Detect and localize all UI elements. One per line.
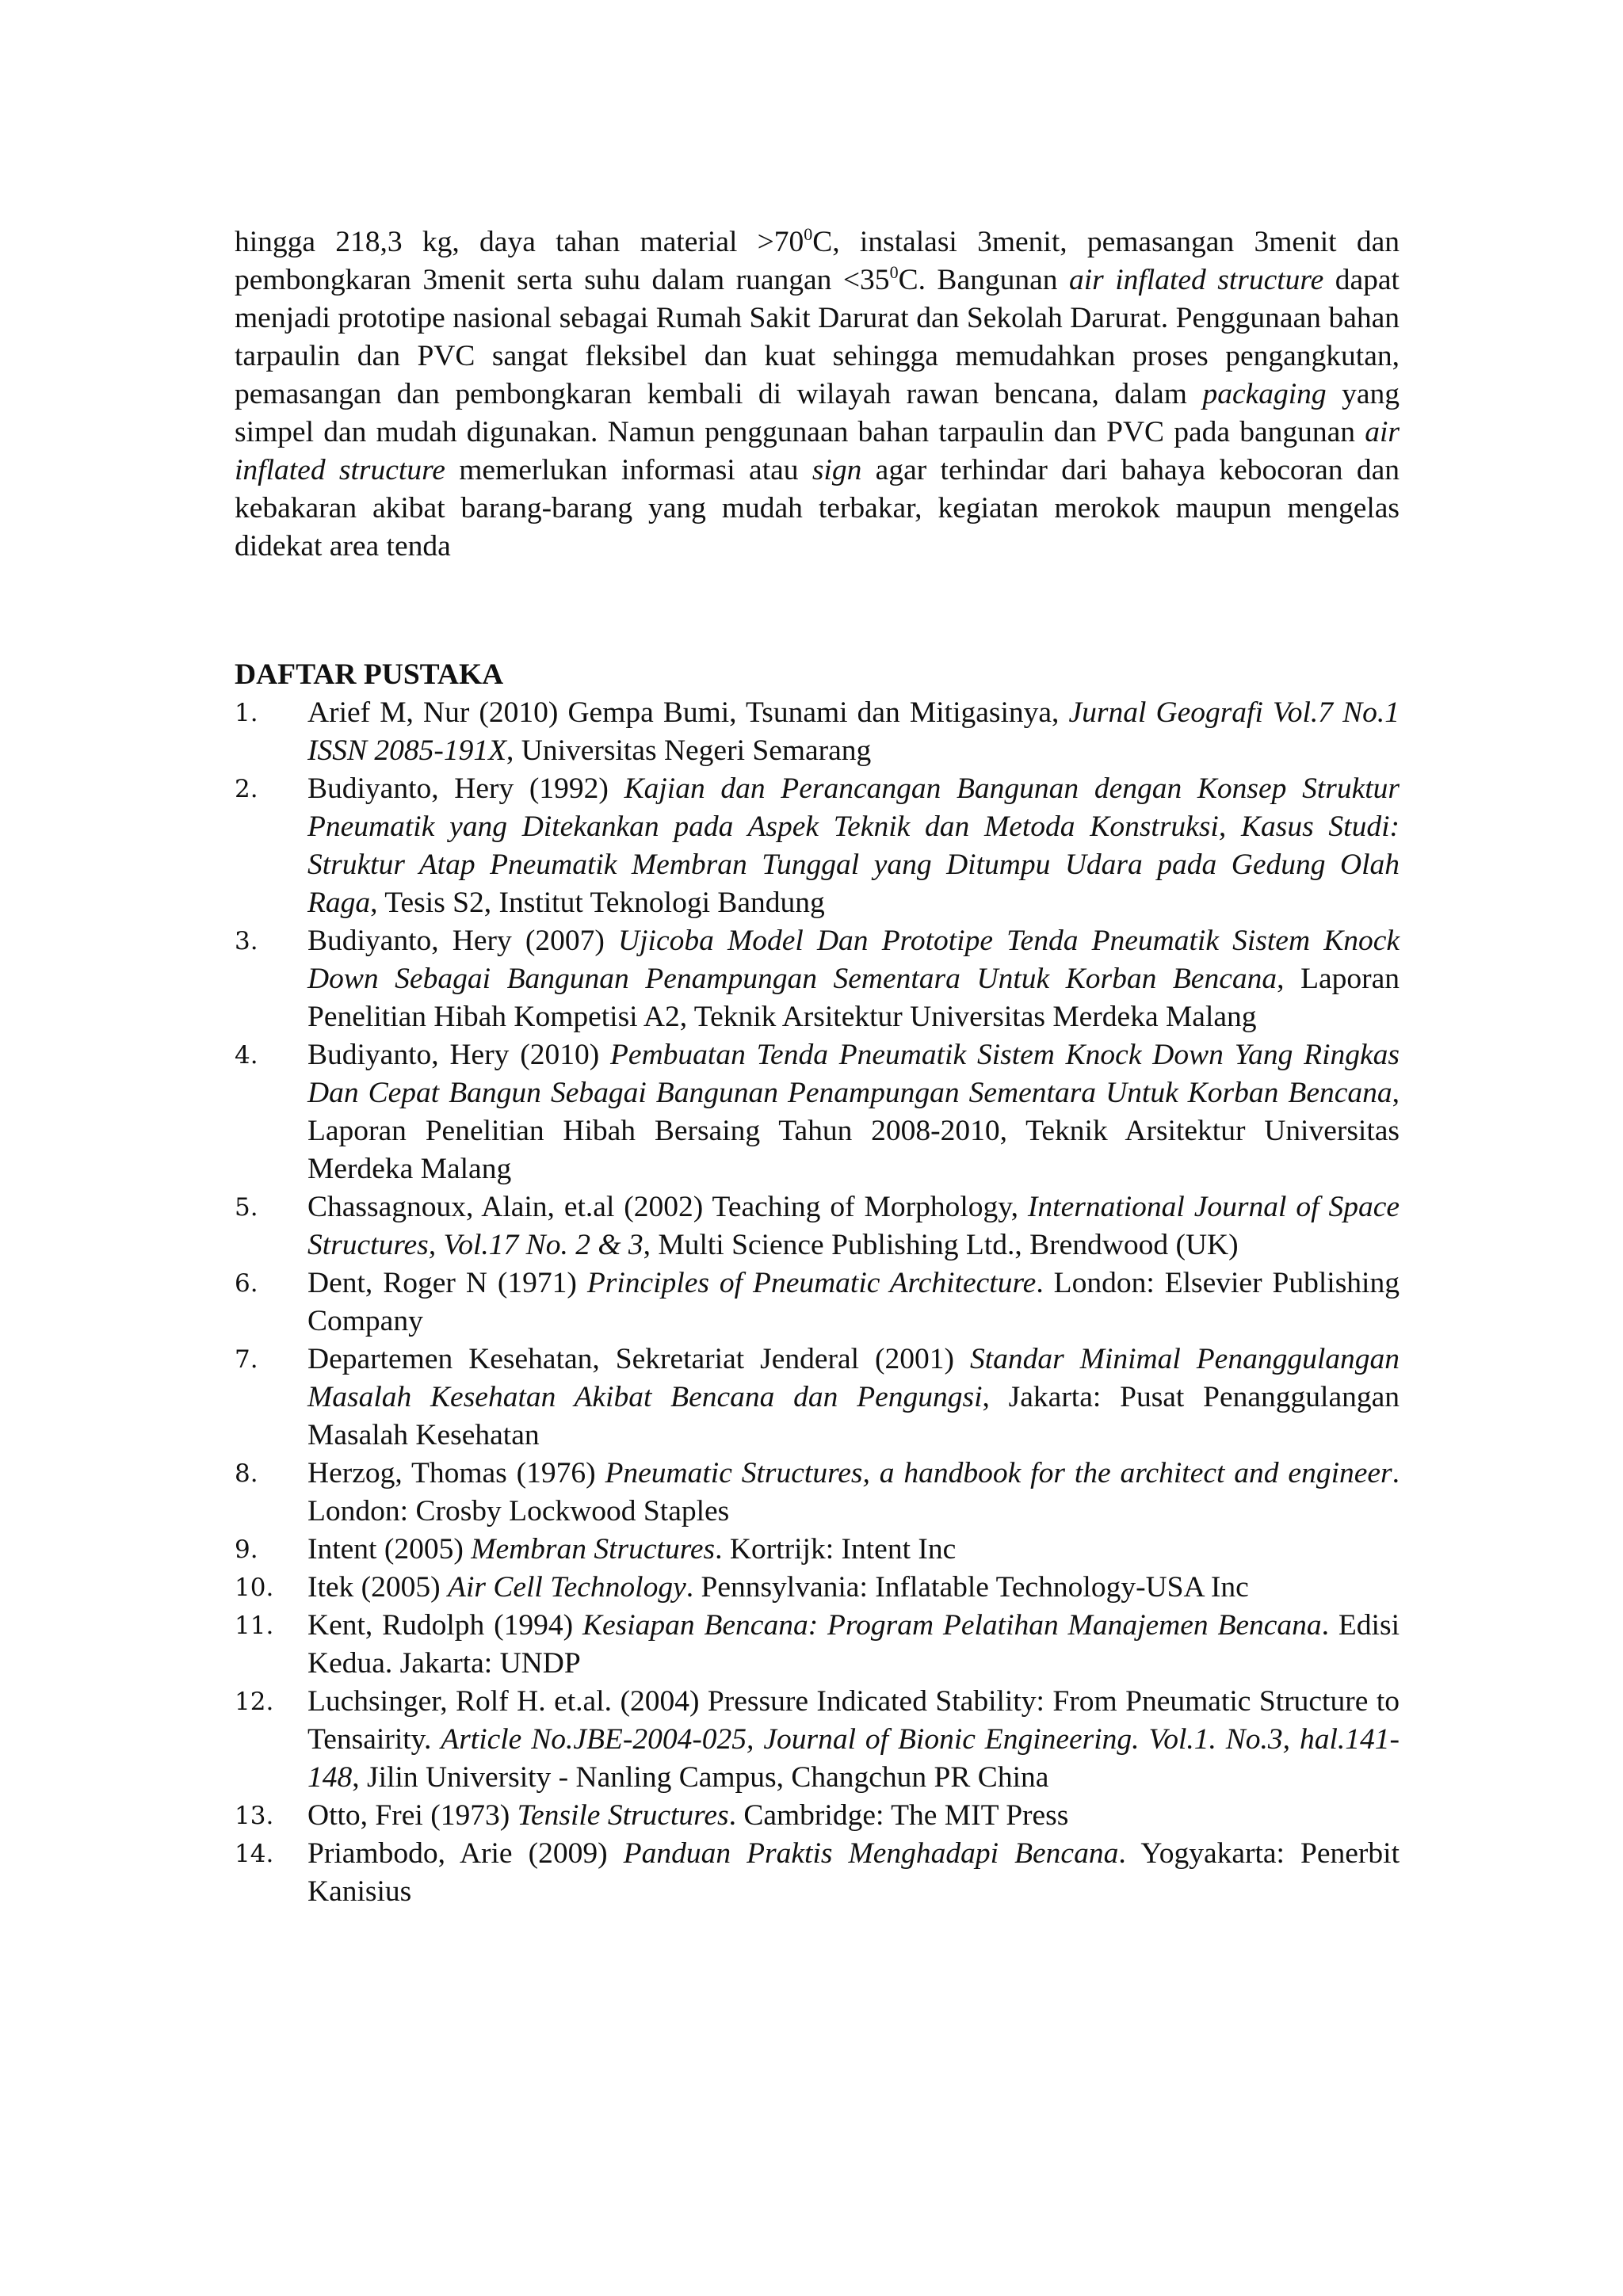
reference-entry bbox=[235, 1683, 1400, 1797]
reference-detail: Departemen Kesehatan, Sekretariat Jenderal (2001) bbox=[307, 1343, 970, 1375]
paragraph-text: hingga 218,3 kg, daya tahan material >70 bbox=[235, 226, 804, 258]
reference-entry bbox=[235, 1188, 1400, 1264]
superscript-text: 0 bbox=[889, 262, 899, 282]
paragraph-text: C, instalasi 3menit, pemasangan 3menit dan pembongkaran 3menit serta suhu dalam ruangan <35 bbox=[235, 226, 1400, 296]
reference-detail: Chassagnoux, Alain, et.al (2002) Teaching of Morphology, bbox=[307, 1191, 1028, 1223]
reference-text bbox=[307, 1799, 1068, 1832]
reference-number: 8. bbox=[235, 1459, 258, 1488]
reference-text bbox=[307, 1457, 1400, 1527]
reference-text bbox=[307, 1837, 1400, 1908]
reference-number: 12. bbox=[235, 1688, 274, 1716]
reference-title: Pneumatic Structures, a handbook for the architect and engineer bbox=[605, 1457, 1392, 1489]
reference-detail: . Yogyakarta: Penerbit Kanisius bbox=[307, 1837, 1400, 1908]
reference-title: Tensile Structures bbox=[517, 1799, 729, 1832]
reference-number: 10. bbox=[235, 1573, 274, 1602]
reference-entry bbox=[235, 1455, 1400, 1531]
reference-text bbox=[307, 1039, 1400, 1185]
italic-text: air inflated structure bbox=[1068, 264, 1324, 296]
reference-number: 5. bbox=[235, 1193, 258, 1222]
conclusion-paragraph bbox=[235, 223, 1400, 566]
reference-detail: Priambodo, Arie (2009) bbox=[307, 1837, 624, 1870]
reference-text bbox=[307, 772, 1400, 919]
reference-number: 4. bbox=[235, 1041, 258, 1070]
reference-text bbox=[307, 1191, 1400, 1261]
reference-entry bbox=[235, 694, 1400, 770]
reference-title: Jurnal Geografi Vol.7 No.1 ISSN 2085-191X bbox=[307, 696, 1400, 767]
reference-detail: , Multi Science Publishing Ltd., Brendwood (UK) bbox=[643, 1229, 1239, 1261]
bibliography-list bbox=[235, 694, 1400, 1911]
reference-number: 14. bbox=[235, 1840, 274, 1868]
reference-detail: Kent, Rudolph (1994) bbox=[307, 1609, 582, 1642]
reference-number: 11. bbox=[235, 1611, 274, 1640]
reference-number: 6. bbox=[235, 1269, 258, 1298]
reference-title: Pembuatan Tenda Pneumatik Sistem Knock Down Yang Ringkas Dan Cepat Bangun Sebagai Bangunan Penampungan Sementara Untuk Korban Bencana bbox=[307, 1039, 1400, 1109]
reference-title: International Journal of Space Structures, Vol.17 No. 2 & 3 bbox=[307, 1191, 1400, 1261]
reference-entry bbox=[235, 1797, 1400, 1835]
reference-detail: Luchsinger, Rolf H. et.al. (2004) Pressure Indicated Stability: From Pneumatic Structure to Tensairity. bbox=[307, 1685, 1400, 1756]
reference-detail: , Laporan Penelitian Hibah Kompetisi A2, Teknik Arsitektur Universitas Merdeka Malang bbox=[307, 963, 1400, 1033]
reference-entry bbox=[235, 770, 1400, 922]
reference-number: 7. bbox=[235, 1345, 258, 1374]
italic-text: packaging bbox=[1202, 378, 1327, 410]
paragraph-text: C. Bangunan bbox=[898, 264, 1069, 296]
reference-text bbox=[307, 1533, 956, 1566]
reference-detail: Budiyanto, Hery (1992) bbox=[307, 772, 624, 805]
paragraph-text: dapat menjadi prototipe nasional sebagai Rumah Sakit Darurat dan Sekolah Darurat. Penggunaan bahan tarpaulin dan PVC sangat fleksibel dan kuat sehingga memudahkan proses pengangkutan, pemasangan dan pembongkaran kembali di wilayah rawan bencana, dalam bbox=[235, 264, 1400, 410]
reference-entry bbox=[235, 922, 1400, 1036]
reference-text bbox=[307, 1609, 1400, 1680]
reference-number: 2. bbox=[235, 775, 258, 803]
reference-text bbox=[307, 1343, 1400, 1451]
reference-text bbox=[307, 925, 1400, 1033]
reference-detail: Otto, Frei (1973) bbox=[307, 1799, 517, 1832]
reference-title: Kesiapan Bencana: Program Pelatihan Manajemen Bencana bbox=[582, 1609, 1322, 1642]
reference-detail: , Tesis S2, Institut Teknologi Bandung bbox=[370, 887, 825, 919]
reference-title: Air Cell Technology bbox=[448, 1571, 686, 1604]
reference-detail: Budiyanto, Hery (2007) bbox=[307, 925, 619, 957]
reference-entry bbox=[235, 1569, 1400, 1607]
reference-title: Membran Structures bbox=[471, 1533, 716, 1566]
reference-title: Article No.JBE-2004-025, Journal of Bionic Engineering. Vol.1. No.3, hal.141-148 bbox=[307, 1723, 1400, 1794]
reference-entry bbox=[235, 1835, 1400, 1911]
reference-detail: , Jilin University - Nanling Campus, Changchun PR China bbox=[352, 1761, 1049, 1794]
reference-detail: , Laporan Penelitian Hibah Bersaing Tahun 2008-2010, Teknik Arsitektur Universitas Merdeka Malang bbox=[307, 1077, 1400, 1185]
reference-detail: Intent (2005) bbox=[307, 1533, 472, 1566]
reference-detail: , Jakarta: Pusat Penanggulangan Masalah Kesehatan bbox=[307, 1381, 1400, 1451]
reference-entry bbox=[235, 1341, 1400, 1455]
reference-number: 3. bbox=[235, 927, 258, 955]
reference-text bbox=[307, 1571, 1249, 1604]
reference-detail: , Universitas Negeri Semarang bbox=[506, 734, 872, 767]
reference-title: Panduan Praktis Menghadapi Bencana bbox=[623, 1837, 1119, 1870]
reference-detail: . Kortrijk: Intent Inc bbox=[715, 1533, 957, 1566]
reference-title: Ujicoba Model Dan Prototipe Tenda Pneumatik Sistem Knock Down Sebagai Bangunan Penampungan Sementara Untuk Korban Bencana bbox=[307, 925, 1400, 995]
paragraph-text: yang simpel dan mudah digunakan. Namun penggunaan bahan tarpaulin dan PVC pada bangunan bbox=[235, 378, 1400, 448]
reference-detail: . London: Crosby Lockwood Staples bbox=[307, 1457, 1400, 1527]
reference-title: Standar Minimal Penanggulangan Masalah Kesehatan Akibat Bencana dan Pengungsi bbox=[307, 1343, 1400, 1413]
reference-detail: . London: Elsevier Publishing Company bbox=[307, 1267, 1400, 1337]
reference-detail: Budiyanto, Hery (2010) bbox=[307, 1039, 611, 1071]
reference-detail: Dent, Roger N (1971) bbox=[307, 1267, 587, 1299]
reference-detail: Herzog, Thomas (1976) bbox=[307, 1457, 605, 1489]
reference-entry bbox=[235, 1531, 1400, 1569]
reference-number: 13. bbox=[235, 1802, 274, 1830]
reference-text bbox=[307, 696, 1400, 767]
reference-detail: . Pennsylvania: Inflatable Technology-USA Inc bbox=[685, 1571, 1249, 1604]
document-page bbox=[235, 223, 1400, 1911]
reference-detail: . Edisi Kedua. Jakarta: UNDP bbox=[307, 1609, 1400, 1680]
reference-entry bbox=[235, 1264, 1400, 1341]
reference-title: Principles of Pneumatic Architecture bbox=[586, 1267, 1037, 1299]
paragraph-text: agar terhindar dari bahaya kebocoran dan kebakaran akibat barang-barang yang mudah terbakar, kegiatan merokok maupun mengelas didekat area tenda bbox=[235, 454, 1400, 563]
italic-text: sign bbox=[812, 454, 862, 486]
reference-text bbox=[307, 1267, 1400, 1337]
superscript-text: 0 bbox=[804, 224, 813, 244]
reference-detail: Arief M, Nur (2010) Gempa Bumi, Tsunami dan Mitigasinya, bbox=[307, 696, 1069, 729]
reference-detail: Itek (2005) bbox=[307, 1571, 449, 1604]
reference-title: Kajian dan Perancangan Bangunan dengan Konsep Struktur Pneumatik yang Ditekankan pada Aspek Teknik dan Metoda Konstruksi, Kasus Studi: Struktur Atap Pneumatik Membran Tunggal yang Ditumpu Udara pada Gedung Olah Raga bbox=[307, 772, 1400, 919]
reference-entry bbox=[235, 1607, 1400, 1683]
paragraph-text: memerlukan informasi atau bbox=[445, 454, 812, 486]
reference-text bbox=[307, 1685, 1400, 1794]
reference-number: 9. bbox=[235, 1535, 258, 1564]
bibliography-heading: DAFTAR PUSTAKA bbox=[235, 658, 504, 691]
reference-detail: . Cambridge: The MIT Press bbox=[728, 1799, 1069, 1832]
reference-number: 1. bbox=[235, 699, 258, 727]
italic-text: air inflated structure bbox=[235, 416, 1400, 486]
reference-entry bbox=[235, 1036, 1400, 1188]
